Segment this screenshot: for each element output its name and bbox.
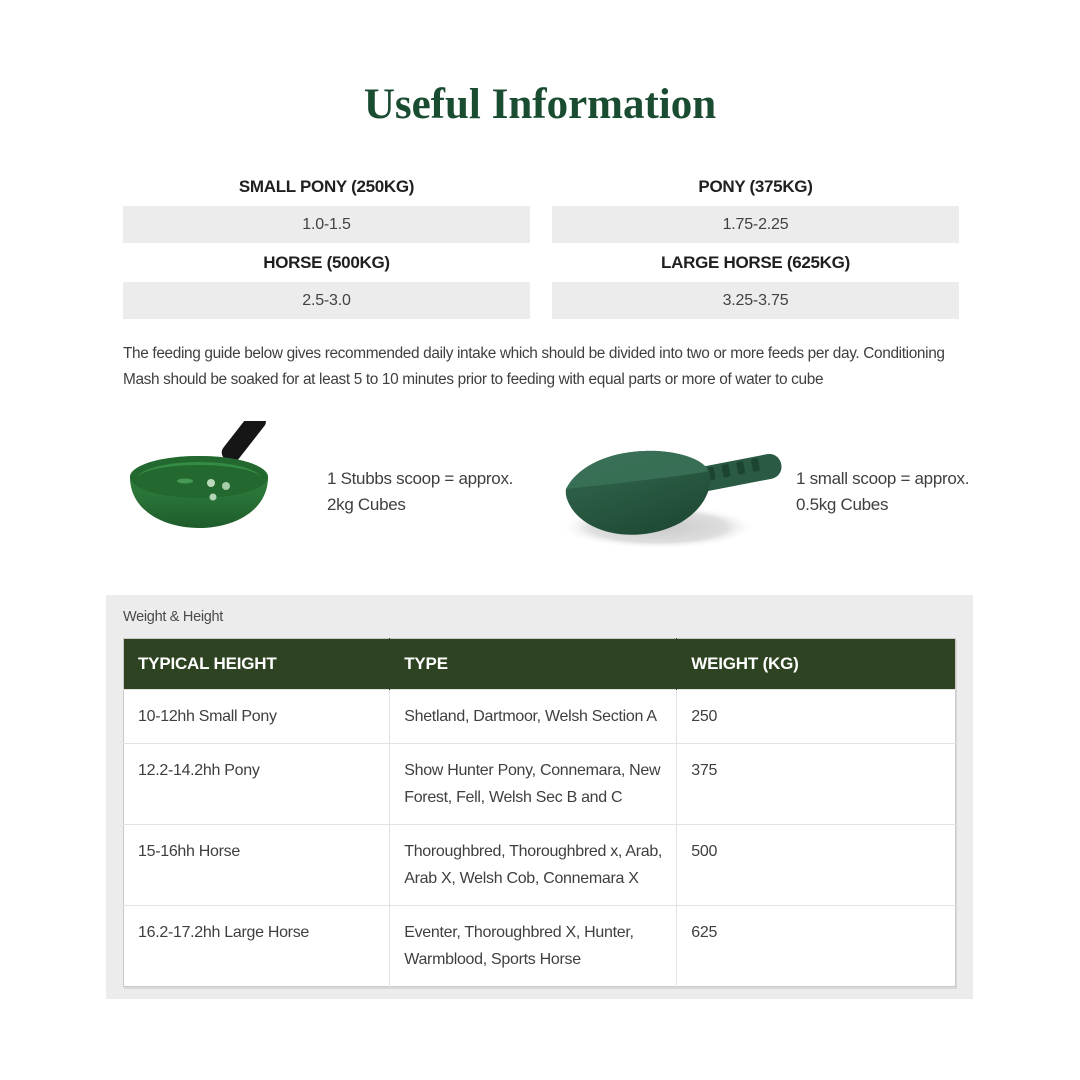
cell-type: Shetland, Dartmoor, Welsh Section A (390, 690, 677, 744)
feed-value: 3.25-3.75 (552, 282, 959, 319)
weight-height-panel (106, 595, 973, 999)
feeding-guide-grid (123, 167, 959, 319)
feed-cell-small-pony (123, 167, 530, 243)
cell-typical-height: 10-12hh Small Pony (124, 690, 390, 744)
feed-value: 2.5-3.0 (123, 282, 530, 319)
column-header-type: TYPE (390, 639, 677, 690)
feed-label: PONY (375KG) (698, 177, 813, 196)
cell-weight: 500 (677, 825, 956, 906)
feed-cell-large-horse (552, 243, 959, 319)
cell-weight: 375 (677, 744, 956, 825)
table-row (124, 690, 956, 744)
cell-type: Eventer, Thoroughbred X, Hunter, Warmblood, Sports Horse (390, 906, 677, 987)
column-header-weight: WEIGHT (KG) (677, 639, 956, 690)
weight-height-table (123, 638, 956, 987)
feed-cell-pony (552, 167, 959, 243)
weight-height-tab[interactable]: Weight & Height (123, 609, 224, 625)
page-title: Useful Information (363, 81, 717, 128)
stubbs-scoop-group (123, 421, 532, 563)
small-scoop-caption: 1 small scoop = approx. 0.5kg Cubes (796, 469, 970, 514)
column-header-typical-height: TYPICAL HEIGHT (124, 639, 390, 690)
feed-label: LARGE HORSE (625KG) (661, 253, 850, 272)
small-scoop-group (558, 431, 1006, 553)
feeding-guide-note: The feeding guide below gives recommended daily intake which should be divided into two or more feeds per day. Conditioning Mash should be soaked for at least 5 to 10 minutes prior to feeding with equal parts or more of water to cube (123, 345, 945, 388)
cell-type: Thoroughbred, Thoroughbred x, Arab, Arab X, Welsh Cob, Connemara X (390, 825, 677, 906)
feed-cell-horse (123, 243, 530, 319)
stubbs-scoop-caption: 1 Stubbs scoop = approx. 2kg Cubes (327, 469, 514, 514)
cell-weight: 250 (677, 690, 956, 744)
scoop-legend-row (123, 421, 968, 563)
feed-value: 1.75-2.25 (552, 206, 959, 243)
cell-type: Show Hunter Pony, Connemara, New Forest, Fell, Welsh Sec B and C (390, 744, 677, 825)
table-row (124, 906, 956, 987)
cell-weight: 625 (677, 906, 956, 987)
table-row (124, 825, 956, 906)
table-row (124, 744, 956, 825)
feed-label: HORSE (500KG) (263, 253, 390, 272)
cell-typical-height: 16.2-17.2hh Large Horse (124, 906, 390, 987)
cell-typical-height: 15-16hh Horse (124, 825, 390, 906)
feed-value: 1.0-1.5 (123, 206, 530, 243)
small-flat-scoop-image (558, 431, 788, 553)
stubbs-scoop-bowl-image (123, 421, 275, 563)
table-header-row (124, 639, 956, 690)
feed-label: SMALL PONY (250KG) (238, 177, 415, 196)
cell-typical-height: 12.2-14.2hh Pony (124, 744, 390, 825)
